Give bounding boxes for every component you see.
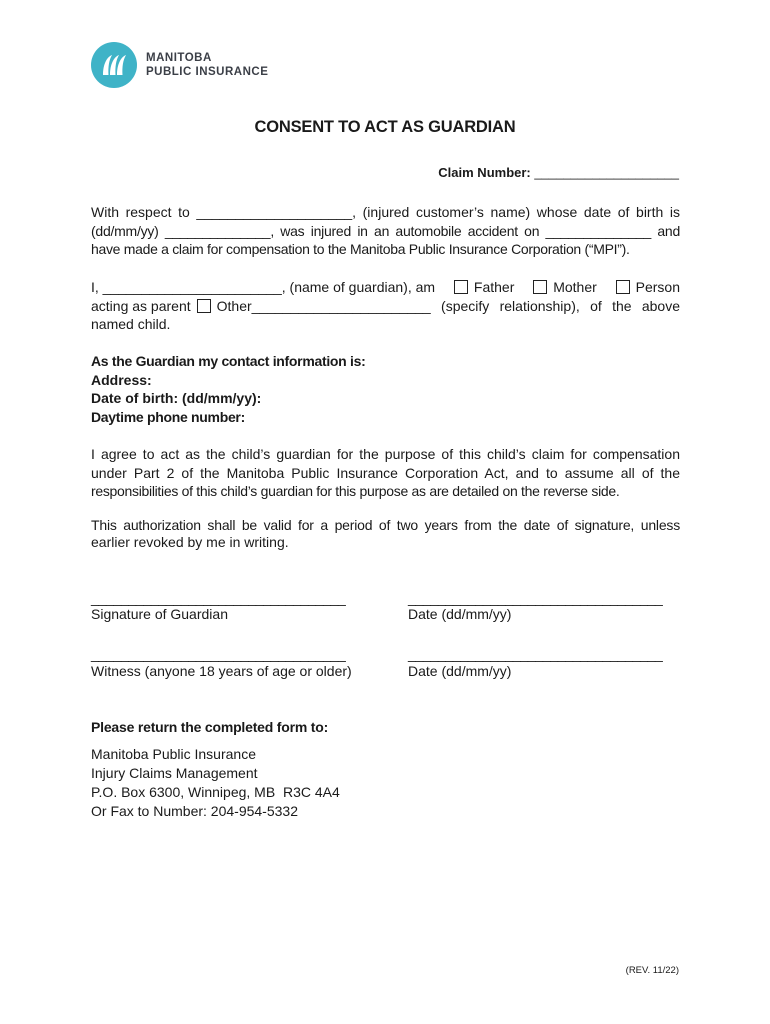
date-label-2: Date (dd/mm/yy) [408, 663, 512, 679]
para3-line-1: I agree to act as the child’s guardian for the purpose of this child’s claim for compensation [91, 446, 680, 462]
return-heading: Please return the completed form to: [91, 719, 329, 735]
mother-option [531, 278, 597, 297]
return-line-1: Manitoba Public Insurance [91, 746, 256, 762]
guardian-name-text: I, _______________________, (name of guardian), am [91, 279, 436, 295]
logo-line-1: MANITOBA [146, 52, 212, 64]
claim-number-blank[interactable]: ____________________ [534, 165, 679, 180]
person-label: Person [635, 279, 680, 295]
form-title: CONSENT TO ACT AS GUARDIAN [254, 118, 516, 136]
return-line-2: Injury Claims Management [91, 765, 258, 781]
authorization-paragraph [91, 517, 680, 551]
other-label: Other_______________________ (specify relationship), of the above [216, 297, 680, 314]
other-checkbox[interactable] [197, 299, 211, 313]
para1-line-3: have made a claim for compensation to the Manitoba Public Insurance Corporation (“MPI”). [91, 241, 630, 257]
para4-line-1: This authorization shall be valid for a period of two years from the date of signature, unless [91, 517, 680, 533]
person-checkbox[interactable] [616, 280, 630, 294]
para2-line-1 [91, 278, 680, 297]
revision-label: (REV. 11/22) [625, 965, 679, 976]
para2-line-3: named child. [91, 316, 171, 332]
witness-signature-line[interactable]: __________________________________ [91, 646, 346, 662]
return-address [91, 745, 680, 821]
mother-label: Mother [553, 279, 597, 295]
claim-number-field[interactable] [438, 165, 679, 180]
logo-line-2: PUBLIC INSURANCE [146, 66, 269, 78]
return-line-3: P.O. Box 6300, Winnipeg, MB R3C 4A4 [91, 784, 340, 800]
father-option [452, 278, 514, 297]
mother-checkbox[interactable] [533, 280, 547, 294]
dob-label: Date of birth: (dd/mm/yy): [91, 390, 262, 406]
return-line-4: Or Fax to Number: 204-954-5332 [91, 803, 298, 819]
para2-line-2 [91, 297, 680, 316]
mpi-logo [91, 42, 268, 88]
date-line-2[interactable]: __________________________________ [408, 646, 663, 662]
father-label: Father [473, 279, 515, 295]
agreement-paragraph [91, 445, 680, 501]
contact-heading: As the Guardian my contact information is: [91, 353, 366, 369]
mpi-logo-icon [91, 42, 137, 88]
other-option [195, 297, 680, 316]
injured-customer-paragraph [91, 203, 680, 259]
person-option [614, 278, 680, 297]
para4-line-2: earlier revoked by me in writing. [91, 534, 289, 550]
witness-signature-label: Witness (anyone 18 years of age or older) [91, 663, 352, 679]
para1-line-2: (dd/mm/yy) ______________, was injured in an automobile accident on ______________ and [91, 222, 680, 239]
return-heading-block [91, 718, 680, 737]
address-label: Address: [91, 371, 152, 388]
para3-line-3: responsibilities of this child’s guardian for this purpose as are detailed on the reverse side. [91, 483, 620, 499]
para3-line-2: under Part 2 of the Manitoba Public Insurance Corporation Act, and to assume all of the [91, 464, 680, 481]
father-checkbox[interactable] [454, 280, 468, 294]
para1-line-1: With respect to ____________________, (injured customer’s name) whose date of birth is [91, 204, 680, 220]
acting-as-parent-text: acting as parent [91, 297, 191, 314]
guardian-signature-line[interactable]: __________________________________ [91, 590, 346, 606]
date-line-1[interactable]: __________________________________ [408, 590, 663, 606]
date-label-1: Date (dd/mm/yy) [408, 606, 512, 622]
logo-wordmark [146, 51, 268, 79]
phone-label: Daytime phone number: [91, 408, 245, 425]
claim-number-label: Claim Number: [438, 165, 531, 180]
contact-info-section [91, 352, 680, 426]
guardian-signature-label: Signature of Guardian [91, 606, 228, 622]
guardian-relationship-paragraph [91, 278, 680, 334]
